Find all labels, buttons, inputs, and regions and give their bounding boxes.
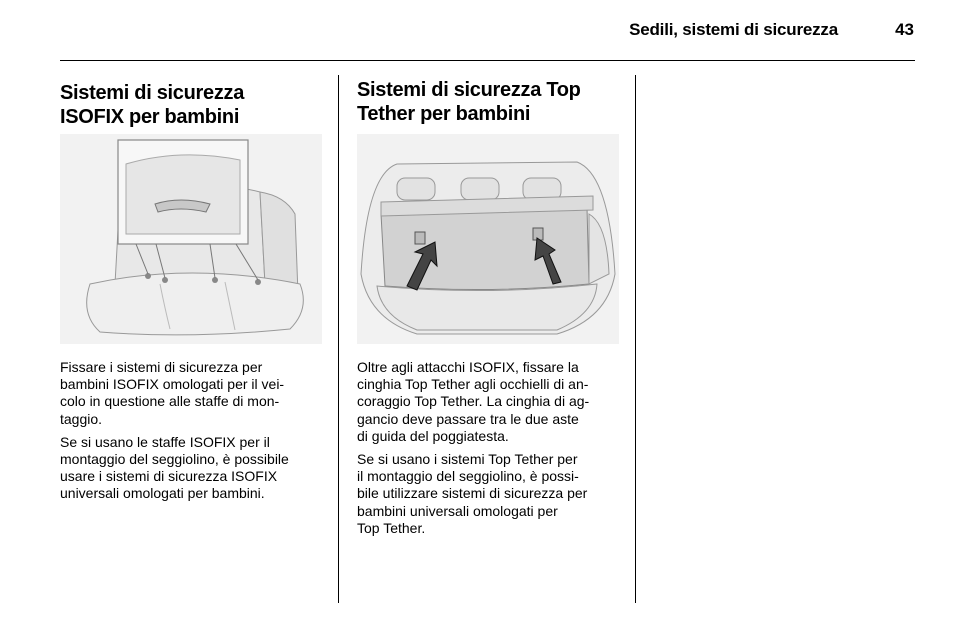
isofix-seat-figure (60, 134, 322, 344)
text-line: Se si usano le staffe ISOFIX per il (60, 433, 270, 450)
text-line: taggio. (60, 410, 103, 427)
top-tether-paragraph-2 (357, 451, 627, 537)
top-tether-trunk-illustration (357, 134, 619, 344)
text-line: universali omologati per bambini. (60, 485, 265, 502)
text-line: il montaggio del seggiolino, è possi- (357, 468, 579, 485)
top-tether-heading (357, 78, 627, 126)
top-tether-body-text (357, 359, 627, 543)
page-number: 43 (895, 20, 914, 39)
column-divider-2 (635, 75, 636, 603)
top-tether-paragraph-1 (357, 359, 627, 445)
header-rule (60, 60, 915, 61)
text-line: colo in questione alle staffe di mon- (60, 393, 280, 410)
text-line: bambini ISOFIX omologati per il vei- (60, 376, 285, 393)
column-divider-1 (338, 75, 339, 603)
text-line: montaggio del seggiolino, è possibile (60, 451, 289, 468)
isofix-heading-line2: ISOFIX per bambini (60, 106, 240, 128)
text-line: Fissare i sistemi di sicurezza per (60, 359, 263, 375)
top-tether-heading-line2: Tether per bambini (357, 103, 531, 125)
page-header-title: Sedili, sistemi di sicurezza (629, 20, 838, 39)
isofix-heading (60, 81, 330, 129)
text-line: coraggio Top Tether. La cinghia di ag- (357, 393, 590, 410)
isofix-paragraph-2 (60, 434, 330, 503)
top-tether-figure (357, 134, 619, 344)
isofix-heading-line1: Sistemi di sicurezza (60, 82, 245, 104)
text-line: di guida del poggiatesta. (357, 427, 509, 444)
isofix-paragraph-1 (60, 359, 330, 428)
isofix-body-text (60, 359, 330, 509)
text-line: usare i sistemi di sicurezza ISOFIX (60, 468, 278, 485)
text-line: Top Tether. (357, 519, 426, 536)
top-tether-heading-line1: Sistemi di sicurezza Top (357, 79, 581, 101)
text-line: Se si usano i sistemi Top Tether per (357, 451, 578, 468)
text-line: bile utilizzare sistemi di sicurezza per (357, 485, 588, 502)
text-line: gancio deve passare tra le due aste (357, 410, 579, 427)
text-line: bambini universali omologati per (357, 502, 558, 519)
text-line: Oltre agli attacchi ISOFIX, fissare la (357, 359, 579, 375)
isofix-seat-illustration (60, 134, 322, 344)
text-line: cinghia Top Tether agli occhielli di an- (357, 376, 589, 393)
